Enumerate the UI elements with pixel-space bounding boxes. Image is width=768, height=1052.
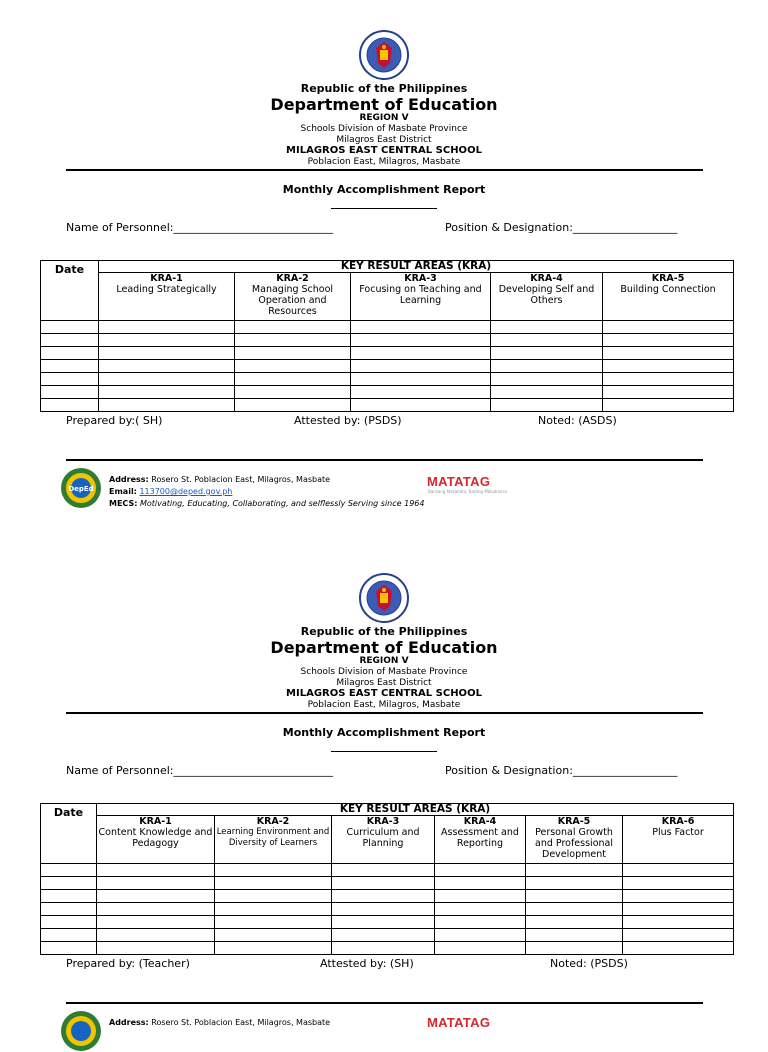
noted-by-label: Noted: (PSDS)	[550, 957, 628, 970]
school-logo-icon	[60, 467, 102, 509]
date-column-header: Date	[41, 261, 99, 321]
table-row[interactable]	[41, 360, 734, 373]
table-row[interactable]	[41, 334, 734, 347]
kra-column-header: KRA-4 Developing Self and Others	[491, 273, 603, 321]
table-row[interactable]	[41, 386, 734, 399]
region-text: REGION V	[359, 656, 409, 666]
footer-divider	[66, 1002, 703, 1004]
footer-address: Address: Rosero St. Poblacion East, Milagros, Masbate	[109, 475, 331, 484]
school-name: MILAGROS EAST CENTRAL SCHOOL	[286, 145, 482, 156]
table-row[interactable]	[41, 399, 734, 412]
kra-header: KEY RESULT AREAS (KRA)	[99, 261, 734, 273]
footer-mecs: MECS: Motivating, Educating, Collaborating, and selflessly Serving since 1964	[109, 499, 425, 508]
table-row[interactable]	[41, 916, 734, 929]
school-logo-icon	[60, 1010, 102, 1052]
kra-column-header: KRA-2 Learning Environment and Diversity of Learners	[215, 816, 332, 864]
department-title: Department of Education	[270, 95, 498, 114]
date-column-header: Date	[41, 804, 97, 864]
footer-divider	[66, 459, 703, 461]
name-of-personnel-field[interactable]: Name of Personnel:_____________________________	[66, 764, 334, 777]
kra-table	[40, 803, 734, 955]
prepared-by-label: Prepared by: (Teacher)	[66, 957, 190, 970]
district-text: Milagros East District	[336, 678, 432, 688]
school-address: Poblacion East, Milagros, Masbate	[307, 700, 461, 710]
table-row[interactable]	[41, 942, 734, 955]
kra-column-header: KRA-5 Personal Growth and Professional Development	[526, 816, 623, 864]
footer-address: Address: Rosero St. Poblacion East, Milagros, Masbate	[109, 1018, 331, 1027]
noted-by-label: Noted: (ASDS)	[538, 414, 617, 427]
attested-by-label: Attested by: (SH)	[320, 957, 414, 970]
school-name: MILAGROS EAST CENTRAL SCHOOL	[286, 688, 482, 699]
republic-text: Republic of the Philippines	[300, 82, 468, 95]
position-designation-field[interactable]: Position & Designation:___________________	[445, 764, 678, 777]
kra-header: KEY RESULT AREAS (KRA)	[97, 804, 734, 816]
kra-column-header: KRA-5 Building Connection	[603, 273, 734, 321]
matatag-logo: MATATAG	[427, 1015, 491, 1030]
region-text: REGION V	[359, 113, 409, 123]
header-divider	[66, 712, 703, 714]
header-divider	[66, 169, 703, 171]
division-text: Schools Division of Masbate Province	[300, 667, 468, 677]
deped-seal-icon	[359, 30, 409, 80]
table-row[interactable]	[41, 347, 734, 360]
footer-email: Email: 113700@deped.gov.ph	[109, 487, 233, 496]
deped-seal-icon	[359, 573, 409, 623]
kra-table	[40, 260, 734, 412]
division-text: Schools Division of Masbate Province	[300, 124, 468, 134]
svg-text:DepEd: DepEd	[68, 485, 94, 493]
department-title: Department of Education	[270, 638, 498, 657]
table-row[interactable]	[41, 890, 734, 903]
school-address: Poblacion East, Milagros, Masbate	[307, 157, 461, 167]
kra-column-header: KRA-2 Managing School Operation and Resources	[235, 273, 351, 321]
kra-column-header: KRA-3 Focusing on Teaching and Learning	[351, 273, 491, 321]
table-row[interactable]	[41, 929, 734, 942]
kra-column-header: KRA-6 Plus Factor	[623, 816, 734, 864]
matatag-tagline: Bansang Makabata, Batang Makabansa	[428, 489, 507, 494]
name-of-personnel-field[interactable]: Name of Personnel:_____________________________	[66, 221, 334, 234]
email-link[interactable]: 113700@deped.gov.ph	[139, 487, 233, 496]
title-underline	[331, 751, 437, 752]
matatag-logo: MATATAG	[427, 474, 491, 489]
kra-column-header: KRA-1 Content Knowledge and Pedagogy	[97, 816, 215, 864]
report-title: Monthly Accomplishment Report	[282, 726, 486, 739]
table-row[interactable]	[41, 321, 734, 334]
title-underline	[331, 208, 437, 209]
kra-column-header: KRA-1 Leading Strategically	[99, 273, 235, 321]
report-title: Monthly Accomplishment Report	[282, 183, 486, 196]
prepared-by-label: Prepared by:( SH)	[66, 414, 163, 427]
table-row[interactable]	[41, 877, 734, 890]
table-row[interactable]	[41, 373, 734, 386]
district-text: Milagros East District	[336, 135, 432, 145]
position-designation-field[interactable]: Position & Designation:___________________	[445, 221, 678, 234]
table-row[interactable]	[41, 903, 734, 916]
kra-column-header: KRA-3 Curriculum and Planning	[332, 816, 435, 864]
attested-by-label: Attested by: (PSDS)	[294, 414, 402, 427]
republic-text: Republic of the Philippines	[300, 625, 468, 638]
table-row[interactable]	[41, 864, 734, 877]
kra-column-header: KRA-4 Assessment and Reporting	[435, 816, 526, 864]
